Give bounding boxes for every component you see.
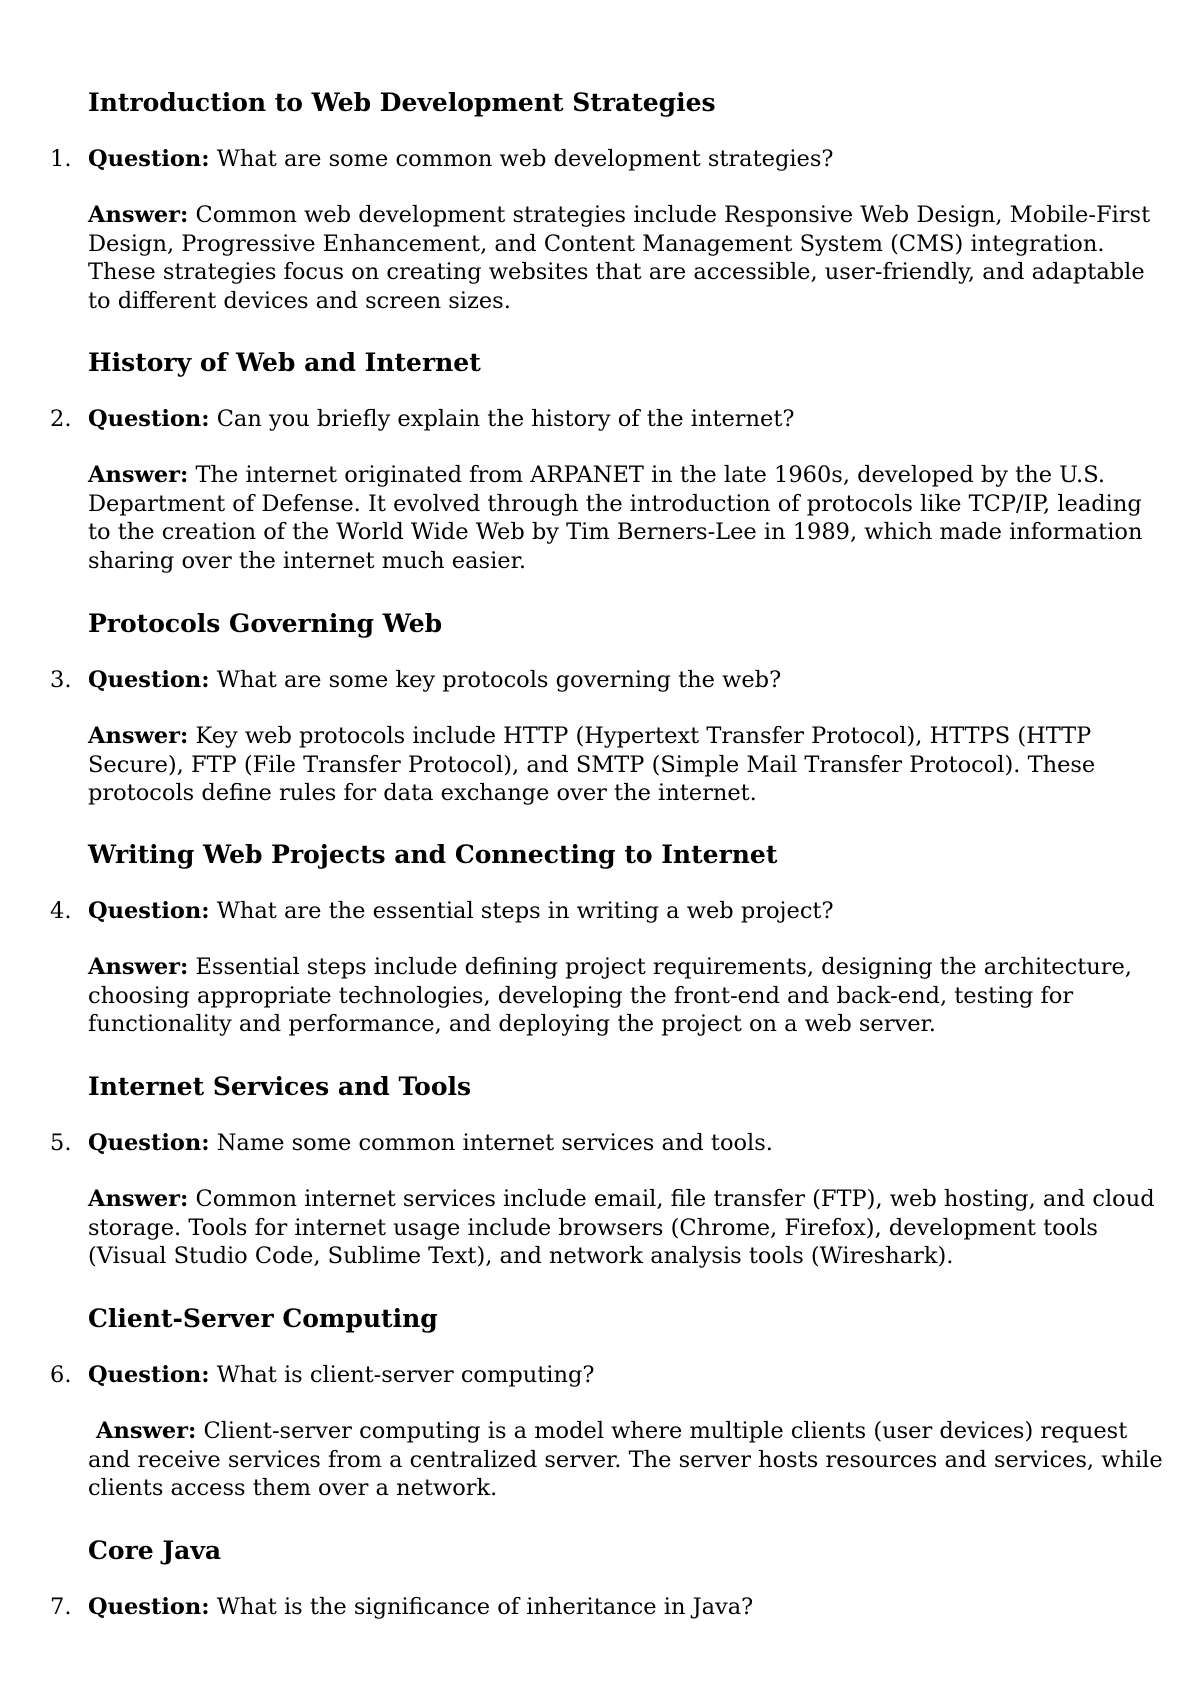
answer-text: The internet originated from ARPANET in the late 1960s, developed by the U.S. Department of Defense. It evolved through the introduction of protocols like TCP/IP, leading to the creation of the World Wide Web by Tim Berners-Lee in 1989, which made information sharing over the internet much easier. bbox=[88, 462, 1143, 574]
question bbox=[88, 666, 781, 694]
question-number: 5. bbox=[50, 1130, 72, 1156]
section-heading: Core Java bbox=[88, 1536, 222, 1565]
question-text: Can you briefly explain the history of the internet? bbox=[216, 406, 795, 432]
question bbox=[88, 1129, 773, 1157]
section-heading: Client-Server Computing bbox=[88, 1304, 438, 1333]
answer bbox=[88, 201, 1163, 315]
question-number: 2. bbox=[50, 406, 72, 432]
section-heading: Internet Services and Tools bbox=[88, 1072, 472, 1101]
question-label: Question: bbox=[88, 1362, 210, 1388]
answer-label: Answer: bbox=[96, 1418, 197, 1444]
answer-label: Answer: bbox=[88, 723, 189, 749]
answer bbox=[88, 1185, 1163, 1271]
answer-text: Common internet services include email, file transfer (FTP), web hosting, and cloud storage. Tools for internet usage include browsers (Chrome, Firefox), development tools (Visual Studio Code, Sublime Text), and network analysis tools (Wireshark). bbox=[88, 1186, 1155, 1270]
answer bbox=[88, 722, 1163, 808]
question-label: Question: bbox=[88, 1130, 210, 1156]
answer-label: Answer: bbox=[88, 1186, 189, 1212]
answer-text: Client-server computing is a model where multiple clients (user devices) request and receive services from a centralized server. The server hosts resources and services, while clients access them over a network. bbox=[88, 1418, 1163, 1502]
question-text: What are some common web development strategies? bbox=[216, 146, 834, 172]
answer bbox=[88, 953, 1163, 1039]
answer-label: Answer: bbox=[88, 462, 189, 488]
question bbox=[88, 1361, 594, 1389]
answer-label: Answer: bbox=[88, 202, 189, 228]
question-label: Question: bbox=[88, 146, 210, 172]
question-number: 6. bbox=[50, 1362, 72, 1388]
question-label: Question: bbox=[88, 406, 210, 432]
question-text: What is the significance of inheritance in Java? bbox=[216, 1594, 754, 1620]
question-text: Name some common internet services and tools. bbox=[216, 1130, 773, 1156]
section-heading: Introduction to Web Development Strategies bbox=[88, 88, 716, 117]
question-number: 1. bbox=[50, 146, 72, 172]
question-text: What is client-server computing? bbox=[216, 1362, 595, 1388]
section-heading: Writing Web Projects and Connecting to Internet bbox=[88, 840, 778, 869]
question-text: What are some key protocols governing the web? bbox=[216, 667, 782, 693]
answer-label: Answer: bbox=[88, 954, 189, 980]
question bbox=[88, 897, 834, 925]
answer-text: Essential steps include defining project requirements, designing the architecture, choosing appropriate technologies, developing the front-end and back-end, testing for functionality and performance, and deploying the project on a web server. bbox=[88, 954, 1132, 1038]
question-label: Question: bbox=[88, 1594, 210, 1620]
answer-text: Common web development strategies include Responsive Web Design, Mobile-First Design, Progressive Enhancement, and Content Management System (CMS) integration. These strategies focus on creating websites that are accessible, user-friendly, and adaptable to different devices and screen sizes. bbox=[88, 202, 1151, 314]
question-number: 4. bbox=[50, 898, 72, 924]
question-text: What are the essential steps in writing a web project? bbox=[216, 898, 834, 924]
question-label: Question: bbox=[88, 898, 210, 924]
answer-text: Key web protocols include HTTP (Hypertext Transfer Protocol), HTTPS (HTTP Secure), FTP (File Transfer Protocol), and SMTP (Simple Mail Transfer Protocol). These protocols define rules for data exchange over the internet. bbox=[88, 723, 1096, 807]
answer bbox=[88, 1417, 1163, 1503]
section-heading: Protocols Governing Web bbox=[88, 609, 443, 638]
answer bbox=[88, 461, 1163, 575]
question-label: Question: bbox=[88, 667, 210, 693]
section-heading: History of Web and Internet bbox=[88, 348, 481, 377]
question bbox=[88, 405, 794, 433]
question bbox=[88, 1593, 753, 1621]
question bbox=[88, 145, 833, 173]
question-number: 7. bbox=[50, 1594, 72, 1620]
question-number: 3. bbox=[50, 667, 72, 693]
